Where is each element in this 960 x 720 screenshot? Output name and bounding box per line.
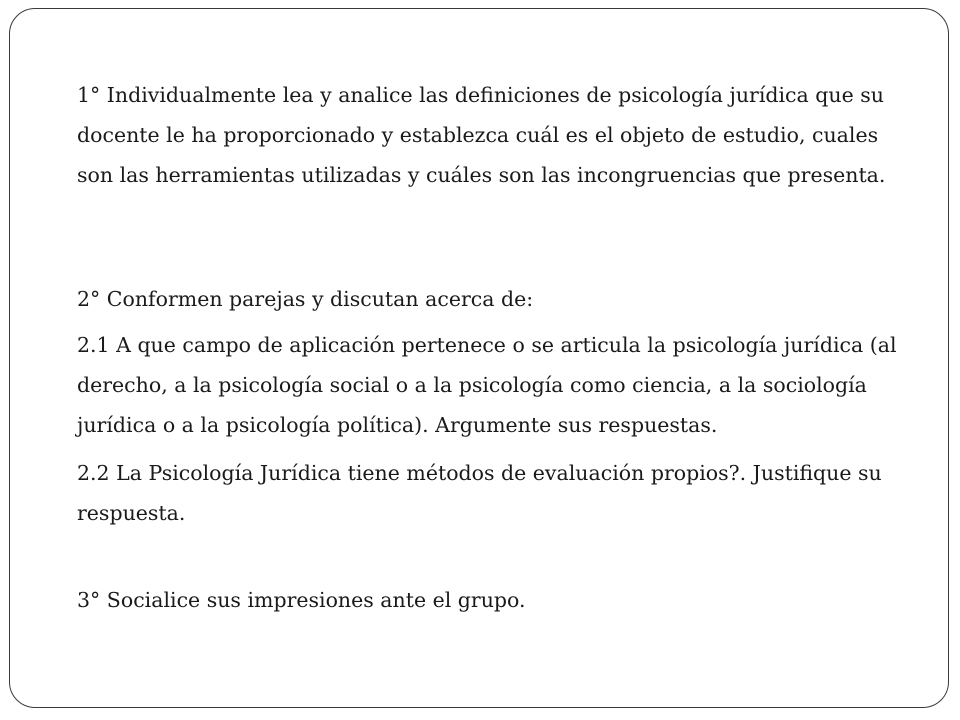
instruction-3: 3° Socialice sus impresiones ante el grupo. <box>77 588 526 612</box>
instruction-2-2: 2.2 La Psicología Jurídica tiene métodos de evaluación propios?. Justifique su respuesta. <box>77 461 882 525</box>
instruction-2-1: 2.1 A que campo de aplicación pertenece o se articula la psicología jurídica (al derecho, a la psicología social o a la psicología como ciencia, a la sociología jurídica o a la psicología política). Argumente sus respuestas. <box>77 333 897 437</box>
instruction-1: 1° Individualmente lea y analice las definiciones de psicología jurídica que su docente le ha proporcionado y establezca cuál es el objeto de estudio, cuales son las herramientas utilizadas y cuáles son las incongruencias que presenta. <box>77 83 886 187</box>
instruction-2: 2° Conformen parejas y discutan acerca de: <box>77 287 534 311</box>
slide-frame <box>9 8 949 708</box>
